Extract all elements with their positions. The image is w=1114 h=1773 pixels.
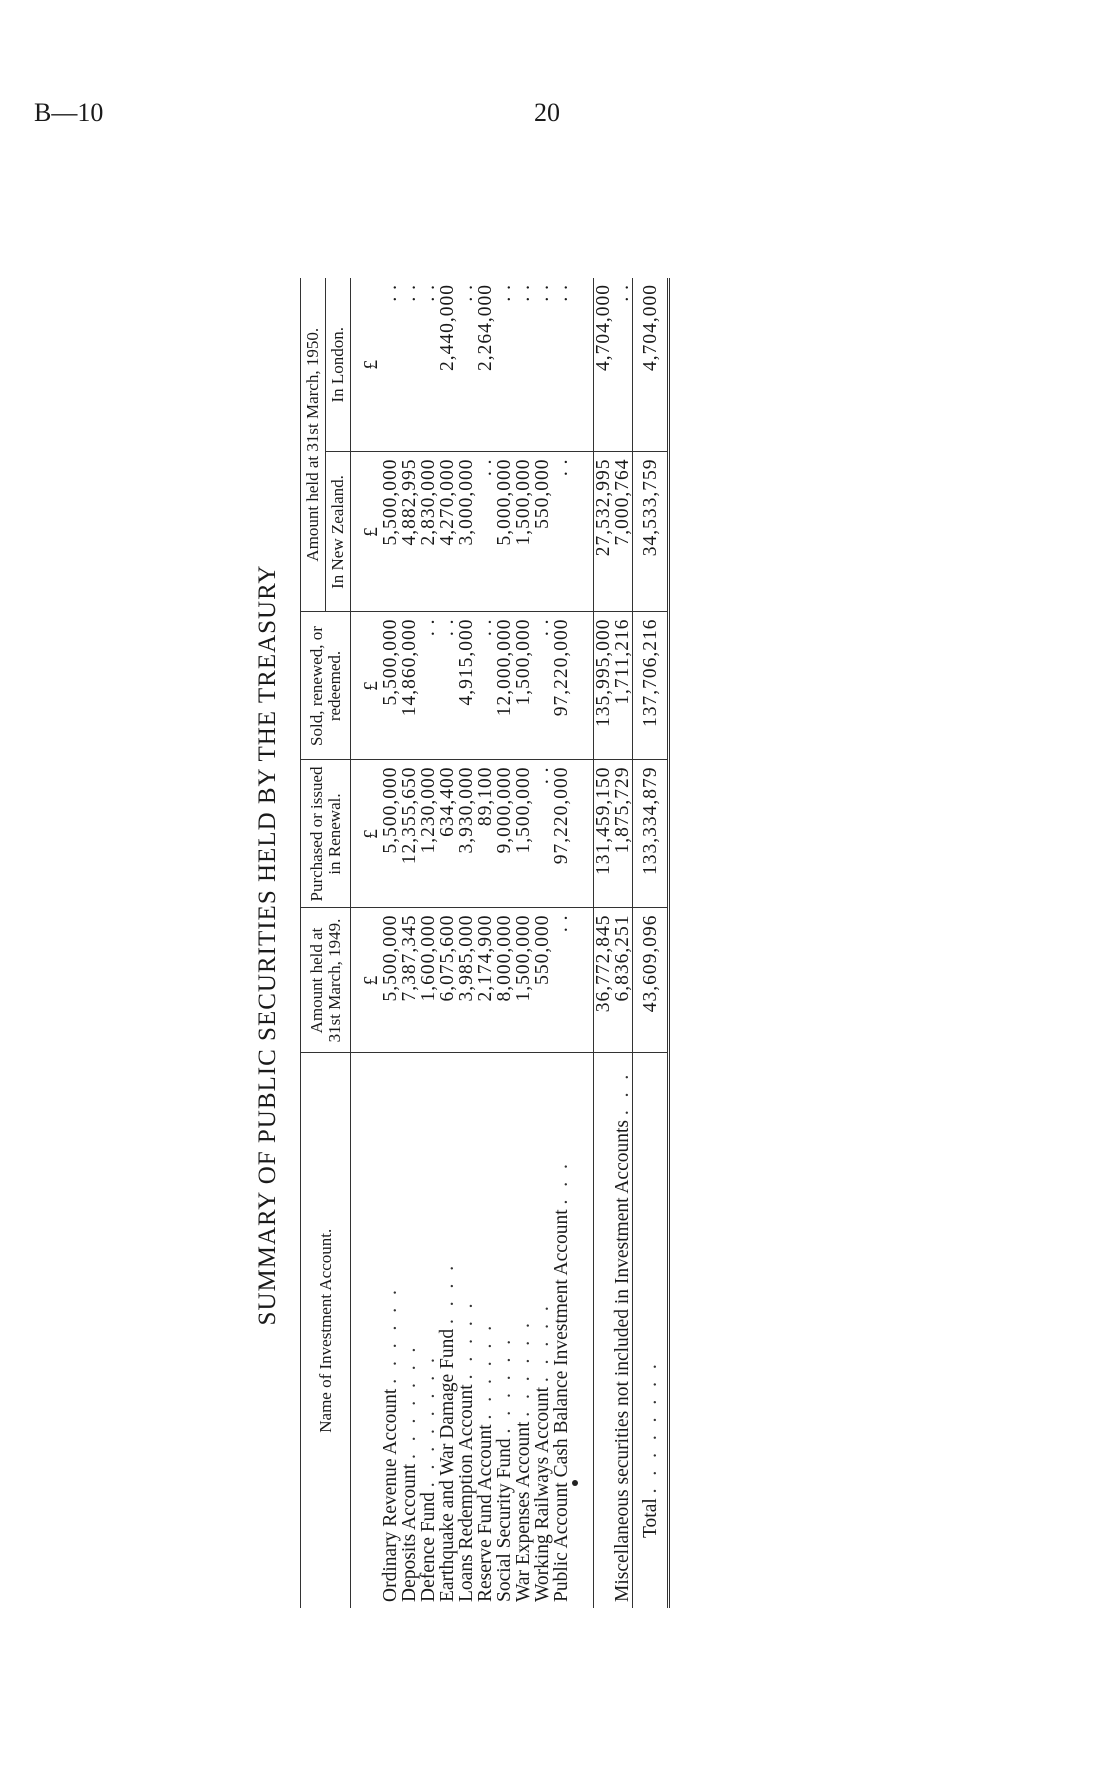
table-row	[438, 278, 457, 1608]
cell-sold: 1,500,000	[514, 612, 533, 760]
cell-london: . .	[532, 284, 553, 302]
cell-held-1949: 3,985,000	[457, 908, 476, 1053]
account-name: Defence Fund	[418, 1492, 439, 1602]
cell-sold: 4,915,000	[457, 612, 476, 760]
cell-sold: 12,000,000	[495, 612, 514, 760]
account-name-cell	[495, 1053, 514, 1608]
account-name-cell	[419, 1053, 438, 1608]
leader-dots: . . . . . . .	[399, 1343, 420, 1460]
cell-nz: . .	[552, 452, 571, 612]
cell-sold: . .	[419, 612, 438, 760]
cell-held-1949: 1,500,000	[514, 908, 533, 1053]
cell-purchased: 634,400	[438, 760, 457, 908]
account-name-cell	[514, 1053, 533, 1608]
cell-held-1949: 2,174,900	[476, 908, 495, 1053]
table-row	[495, 278, 514, 1608]
cell-london: . .	[551, 284, 572, 302]
col-header-london: In London.	[326, 278, 351, 452]
cell-nz: 550,000	[533, 452, 552, 612]
misc-purchased: 1,875,729	[613, 760, 633, 908]
account-name: Public Account Cash Balance Investment Account	[551, 1209, 572, 1602]
currency-symbol: £	[351, 612, 382, 760]
currency-symbol: £	[351, 760, 382, 908]
subtotal-purchased: 131,459,150	[594, 760, 614, 908]
page-number: 20	[534, 98, 560, 127]
rotated-table-block	[240, 260, 1000, 1630]
cell-held-1949: 8,000,000	[495, 908, 514, 1053]
misc-nz: 7,000,764	[613, 452, 633, 612]
total-row	[633, 278, 669, 1608]
account-name-cell	[613, 1053, 633, 1608]
cell-london: 2,440,000	[437, 284, 458, 371]
misc-london: . .	[612, 284, 633, 302]
cell-nz: 4,270,000	[438, 452, 457, 612]
cell-nz: 5,000,000	[495, 452, 514, 612]
leader-dots: . . .	[612, 1070, 633, 1116]
table-row	[533, 278, 552, 1608]
cell-london: . .	[494, 284, 515, 302]
currency-symbol: £	[351, 908, 382, 1053]
cell-purchased: 1,230,000	[419, 760, 438, 908]
account-name-cell	[533, 1053, 552, 1608]
misc-held-1949: 6,836,251	[613, 908, 633, 1053]
currency-symbol: £	[361, 359, 382, 370]
account-name: Reserve Fund Account	[475, 1424, 496, 1602]
table-row	[419, 278, 438, 1608]
cell-held-1949: . .	[552, 908, 571, 1053]
subtotal-sold: 135,995,000	[594, 612, 614, 760]
col-header-purchased: Purchased or issued in Renewal.	[301, 760, 351, 908]
total-label: Total	[639, 1498, 661, 1538]
cell-sold: 14,860,000	[400, 612, 419, 760]
leader-dots: . . . .	[437, 1261, 458, 1324]
cell-purchased: . .	[533, 760, 552, 908]
subtotal-label-cell	[594, 1053, 614, 1608]
subtotal-row	[594, 278, 614, 1608]
spacer-row	[571, 278, 594, 1608]
table-row	[400, 278, 419, 1608]
cell-held-1949: 550,000	[533, 908, 552, 1053]
cell-purchased: 97,220,000	[552, 760, 571, 908]
total-nz: 34,533,759	[633, 452, 669, 612]
table-row	[381, 278, 400, 1608]
cell-nz: 3,000,000	[457, 452, 476, 612]
cell-held-1949: 5,500,000	[381, 908, 400, 1053]
account-name: War Expenses Account	[513, 1421, 534, 1602]
col-header-sold: Sold, renewed, or redeemed.	[301, 612, 351, 760]
col-header-nz: In New Zealand.	[326, 452, 351, 612]
cell-sold: . .	[476, 612, 495, 760]
spacer-cell	[571, 612, 594, 760]
cell-held-1949: 7,387,345	[400, 908, 419, 1053]
account-name-cell	[381, 1053, 400, 1608]
cell-purchased: 12,355,650	[400, 760, 419, 908]
leader-dots: . . .	[551, 1160, 572, 1205]
account-name: Miscellaneous securities not included in Investment Accounts	[612, 1120, 633, 1602]
subtotal-nz: 27,532,995	[594, 452, 614, 612]
cell-purchased: 1,500,000	[514, 760, 533, 908]
cell-sold: . .	[438, 612, 457, 760]
leader-dots: . . . . .	[532, 1302, 553, 1383]
spacer-cell	[571, 760, 594, 908]
cell-london: . .	[456, 284, 477, 302]
cell-london: . .	[418, 284, 439, 302]
cell-held-1949: 6,075,600	[438, 908, 457, 1053]
account-name-cell	[457, 1053, 476, 1608]
total-purchased: 133,334,879	[633, 760, 669, 908]
cell-nz: 1,500,000	[514, 452, 533, 612]
total-held-1949: 43,609,096	[633, 908, 669, 1053]
total-sold: 137,706,216	[633, 612, 669, 760]
account-name: Loans Redemption Account	[456, 1384, 477, 1602]
table-row	[457, 278, 476, 1608]
spacer-cell	[571, 452, 594, 612]
cell-london: 2,264,000	[475, 284, 496, 371]
leader-dots: . . . . . .	[513, 1319, 534, 1417]
col-header-held-1950: Amount held at 31st March, 1950.	[301, 278, 326, 612]
subtotal-london: 4,704,000	[594, 278, 614, 452]
table-row	[514, 278, 533, 1608]
cell-purchased: 3,930,000	[457, 760, 476, 908]
cell-london: . .	[399, 284, 420, 302]
total-london: 4,704,000	[633, 278, 669, 452]
cell-nz: 5,500,000	[381, 452, 400, 612]
stray-mark	[572, 1480, 578, 1486]
cell-london: . .	[513, 284, 534, 302]
securities-table	[300, 278, 670, 1608]
account-name-cell	[552, 1053, 571, 1608]
account-name: Working Railways Account	[532, 1386, 553, 1602]
leader-dots: . . . . . .	[380, 1286, 401, 1384]
leader-dots: . . . . . . . .	[418, 1354, 439, 1488]
leader-dots: . . . . . .	[494, 1335, 515, 1434]
account-name-cell	[476, 1053, 495, 1608]
cell-sold: 97,220,000	[552, 612, 571, 760]
cell-nz: 2,830,000	[419, 452, 438, 612]
cell-nz: 4,882,995	[400, 452, 419, 612]
account-name-cell	[400, 1053, 419, 1608]
spacer-cell	[571, 908, 594, 1053]
currency-symbol: £	[351, 452, 382, 612]
col-header-name: Name of Investment Account.	[301, 1053, 351, 1608]
cell-held-1949: 1,600,000	[419, 908, 438, 1053]
account-name: Ordinary Revenue Account	[380, 1388, 401, 1602]
misc-row	[613, 278, 633, 1608]
cell-purchased: 9,000,000	[495, 760, 514, 908]
cell-nz: . .	[476, 452, 495, 612]
document-reference: B—10	[34, 98, 104, 127]
subtotal-held-1949: 36,772,845	[594, 908, 614, 1053]
cell-purchased: 5,500,000	[381, 760, 400, 908]
account-name: Social Security Fund	[494, 1438, 515, 1602]
leader-dots: . . . . . .	[475, 1321, 496, 1420]
spacer-cell	[571, 1053, 594, 1608]
account-name: Earthquake and War Damage Fund	[437, 1328, 458, 1602]
cell-purchased: 89,100	[476, 760, 495, 908]
misc-sold: 1,711,216	[613, 612, 633, 760]
currency-row	[351, 278, 382, 1608]
leader-dots: . . . . .	[456, 1299, 477, 1380]
cell-sold: 5,500,000	[381, 612, 400, 760]
table-title: SUMMARY OF PUBLIC SECURITIES HELD BY THE TREASURY	[254, 564, 281, 1326]
col-header-held-1949: Amount held at 31st March, 1949.	[301, 908, 351, 1053]
cell-sold: . .	[533, 612, 552, 760]
account-name-cell	[438, 1053, 457, 1608]
table-row	[476, 278, 495, 1608]
account-name: Deposits Account	[399, 1463, 420, 1602]
total-label-cell	[633, 1053, 669, 1608]
spacer-cell	[571, 278, 594, 452]
leader-dots: . . . . . . . .	[639, 1360, 661, 1494]
table-row	[552, 278, 571, 1608]
cell-london: . .	[380, 284, 401, 302]
